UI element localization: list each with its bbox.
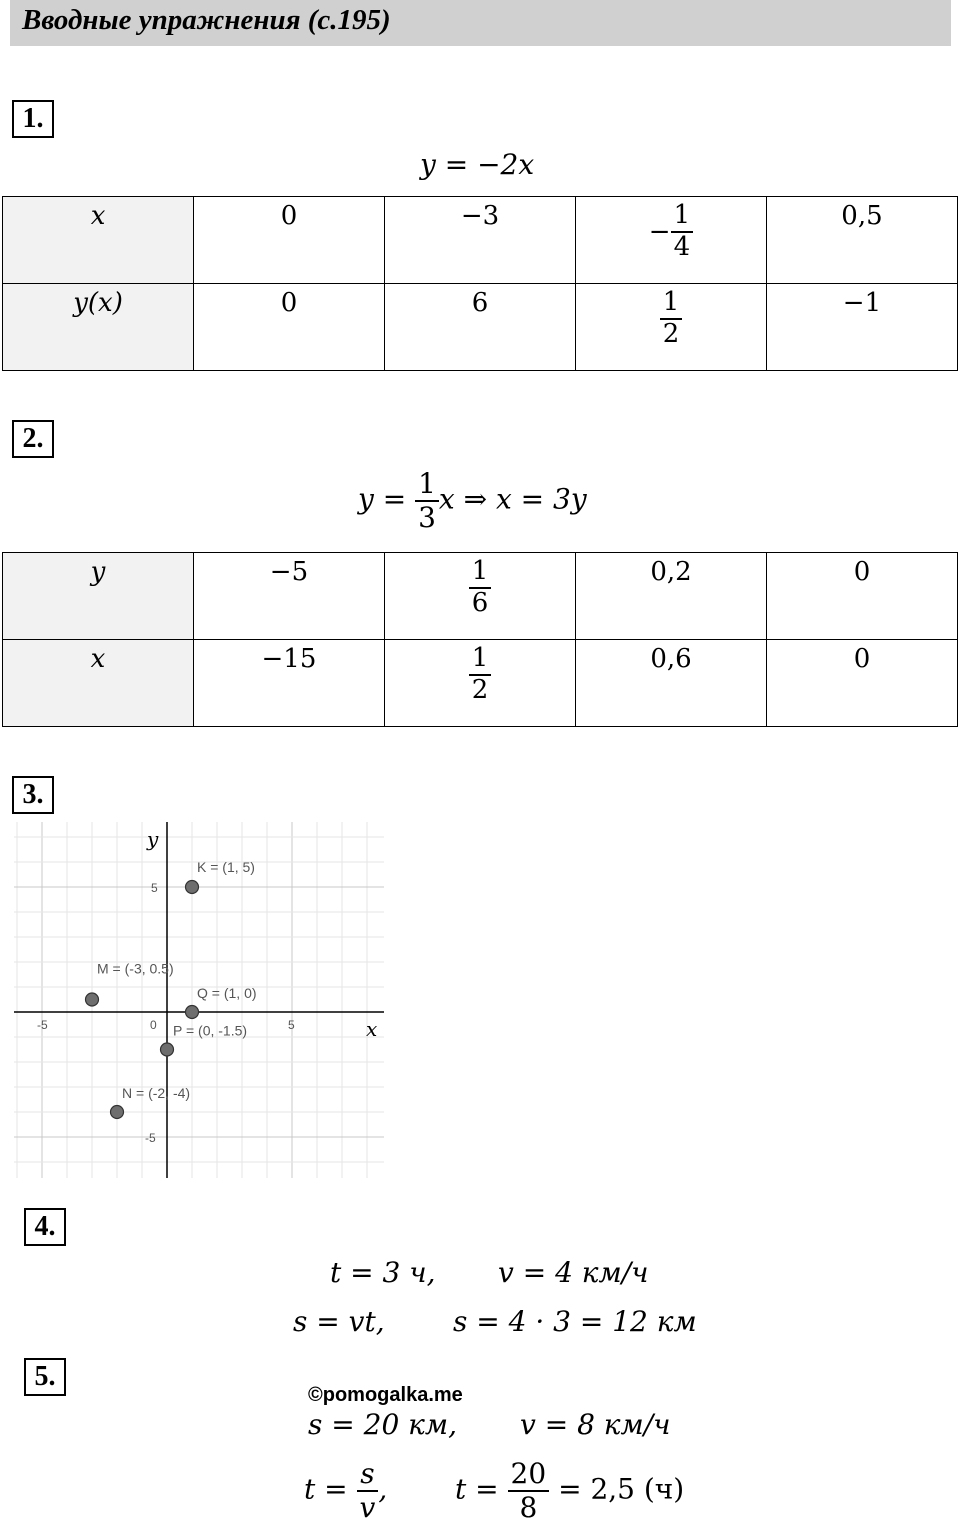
exercise-1-number: 1. — [12, 100, 54, 138]
tick-label: 5 — [151, 881, 158, 895]
table-cell: 0,2 — [575, 553, 766, 640]
table-cell: 0,6 — [575, 640, 766, 727]
exercise-5-line1-a: s = 20 км, — [308, 1408, 457, 1441]
table-cell: −5 — [193, 553, 384, 640]
row-label-y: y(x) — [3, 284, 194, 371]
table-row — [3, 197, 958, 284]
exercise-4-line1-b: v = 4 км/ч — [498, 1256, 649, 1289]
result-value: = 2,5 (ч) — [558, 1472, 685, 1506]
point-marker — [86, 993, 99, 1006]
fraction-denominator: 8 — [519, 1491, 538, 1525]
fraction-numerator: s — [357, 1458, 377, 1492]
table-cell: 6 — [384, 284, 575, 371]
tick-label: 5 — [288, 1018, 295, 1032]
table-cell: 0 — [194, 197, 385, 284]
table-cell: 0 — [767, 553, 958, 640]
row-label-y: y — [3, 553, 194, 640]
exercise-2-equation — [358, 468, 587, 534]
point-label: M = (-3, 0.5) — [97, 960, 174, 977]
exercise-5-number: 5. — [24, 1358, 66, 1396]
exercise-5-result — [455, 1458, 684, 1524]
table-row — [3, 640, 958, 727]
row-label-x: x — [3, 197, 194, 284]
exercise-2-number: 2. — [12, 420, 54, 458]
fraction-numerator: 1 — [415, 468, 439, 502]
table-cell: 0,5 — [766, 197, 957, 284]
tick-label: -5 — [145, 1131, 156, 1145]
exercise-4-line2-b: s = 4 · 3 = 12 км — [453, 1305, 697, 1338]
table-cell: 0 — [194, 284, 385, 371]
exercise-4-number: 4. — [24, 1208, 66, 1246]
exercise-2-table — [2, 552, 958, 727]
watermark: ©pomogalka.me — [308, 1384, 463, 1406]
point-marker — [161, 1043, 174, 1056]
table-cell-fraction: $\frac{1}{2}$ — [385, 640, 576, 727]
table-cell-fraction: $\frac{1}{6}$ — [385, 553, 576, 640]
point-label: Q = (1, 0) — [197, 985, 257, 1001]
table-row — [3, 284, 958, 371]
fraction-denominator: v — [359, 1491, 376, 1525]
point-marker — [186, 881, 199, 894]
exercise-5-line1-b: v = 8 км/ч — [520, 1408, 671, 1441]
fraction-numerator: 20 — [508, 1458, 550, 1492]
table-cell: −1 — [766, 284, 957, 371]
point-label: K = (1, 5) — [197, 859, 255, 875]
coordinate-plane — [14, 822, 384, 1178]
table-cell: −15 — [193, 640, 384, 727]
table-row — [3, 553, 958, 640]
page-title: Вводные упражнения (с.195) — [22, 4, 391, 36]
exercise-3-number: 3. — [12, 776, 54, 814]
result-t: t = — [455, 1472, 499, 1506]
table-cell: −3 — [384, 197, 575, 284]
exercise-4-line2-a: s = vt, — [293, 1305, 385, 1338]
page-header — [10, 0, 951, 46]
fraction-denominator: 3 — [418, 501, 436, 535]
point-marker — [111, 1106, 124, 1119]
y-axis-label: y — [147, 827, 159, 851]
exercise-5-formula — [304, 1458, 387, 1524]
equation-right: x ⇒ x = 3y — [438, 482, 587, 516]
exercise-1-table — [2, 196, 958, 371]
exercise-4-line1-a: t = 3 ч, — [330, 1256, 436, 1289]
x-axis-label: x — [366, 1017, 378, 1041]
row-label-x: x — [3, 640, 194, 727]
point-label: N = (-2, -4) — [122, 1085, 191, 1101]
tick-label: 0 — [150, 1018, 157, 1032]
exercise-1-equation: y = −2x — [420, 148, 535, 181]
tick-label: -5 — [37, 1018, 48, 1032]
point-label: P = (0, -1.5) — [173, 1022, 248, 1039]
formula-comma: , — [378, 1472, 388, 1506]
point-marker — [186, 1006, 199, 1019]
equation-left: y = — [358, 482, 407, 516]
table-cell-fraction: $\frac{1}{2}$ — [576, 284, 767, 371]
table-cell: 0 — [767, 640, 958, 727]
table-cell-fraction: − $\frac{1}{4}$ — [576, 197, 767, 284]
formula-t: t = — [304, 1472, 348, 1506]
